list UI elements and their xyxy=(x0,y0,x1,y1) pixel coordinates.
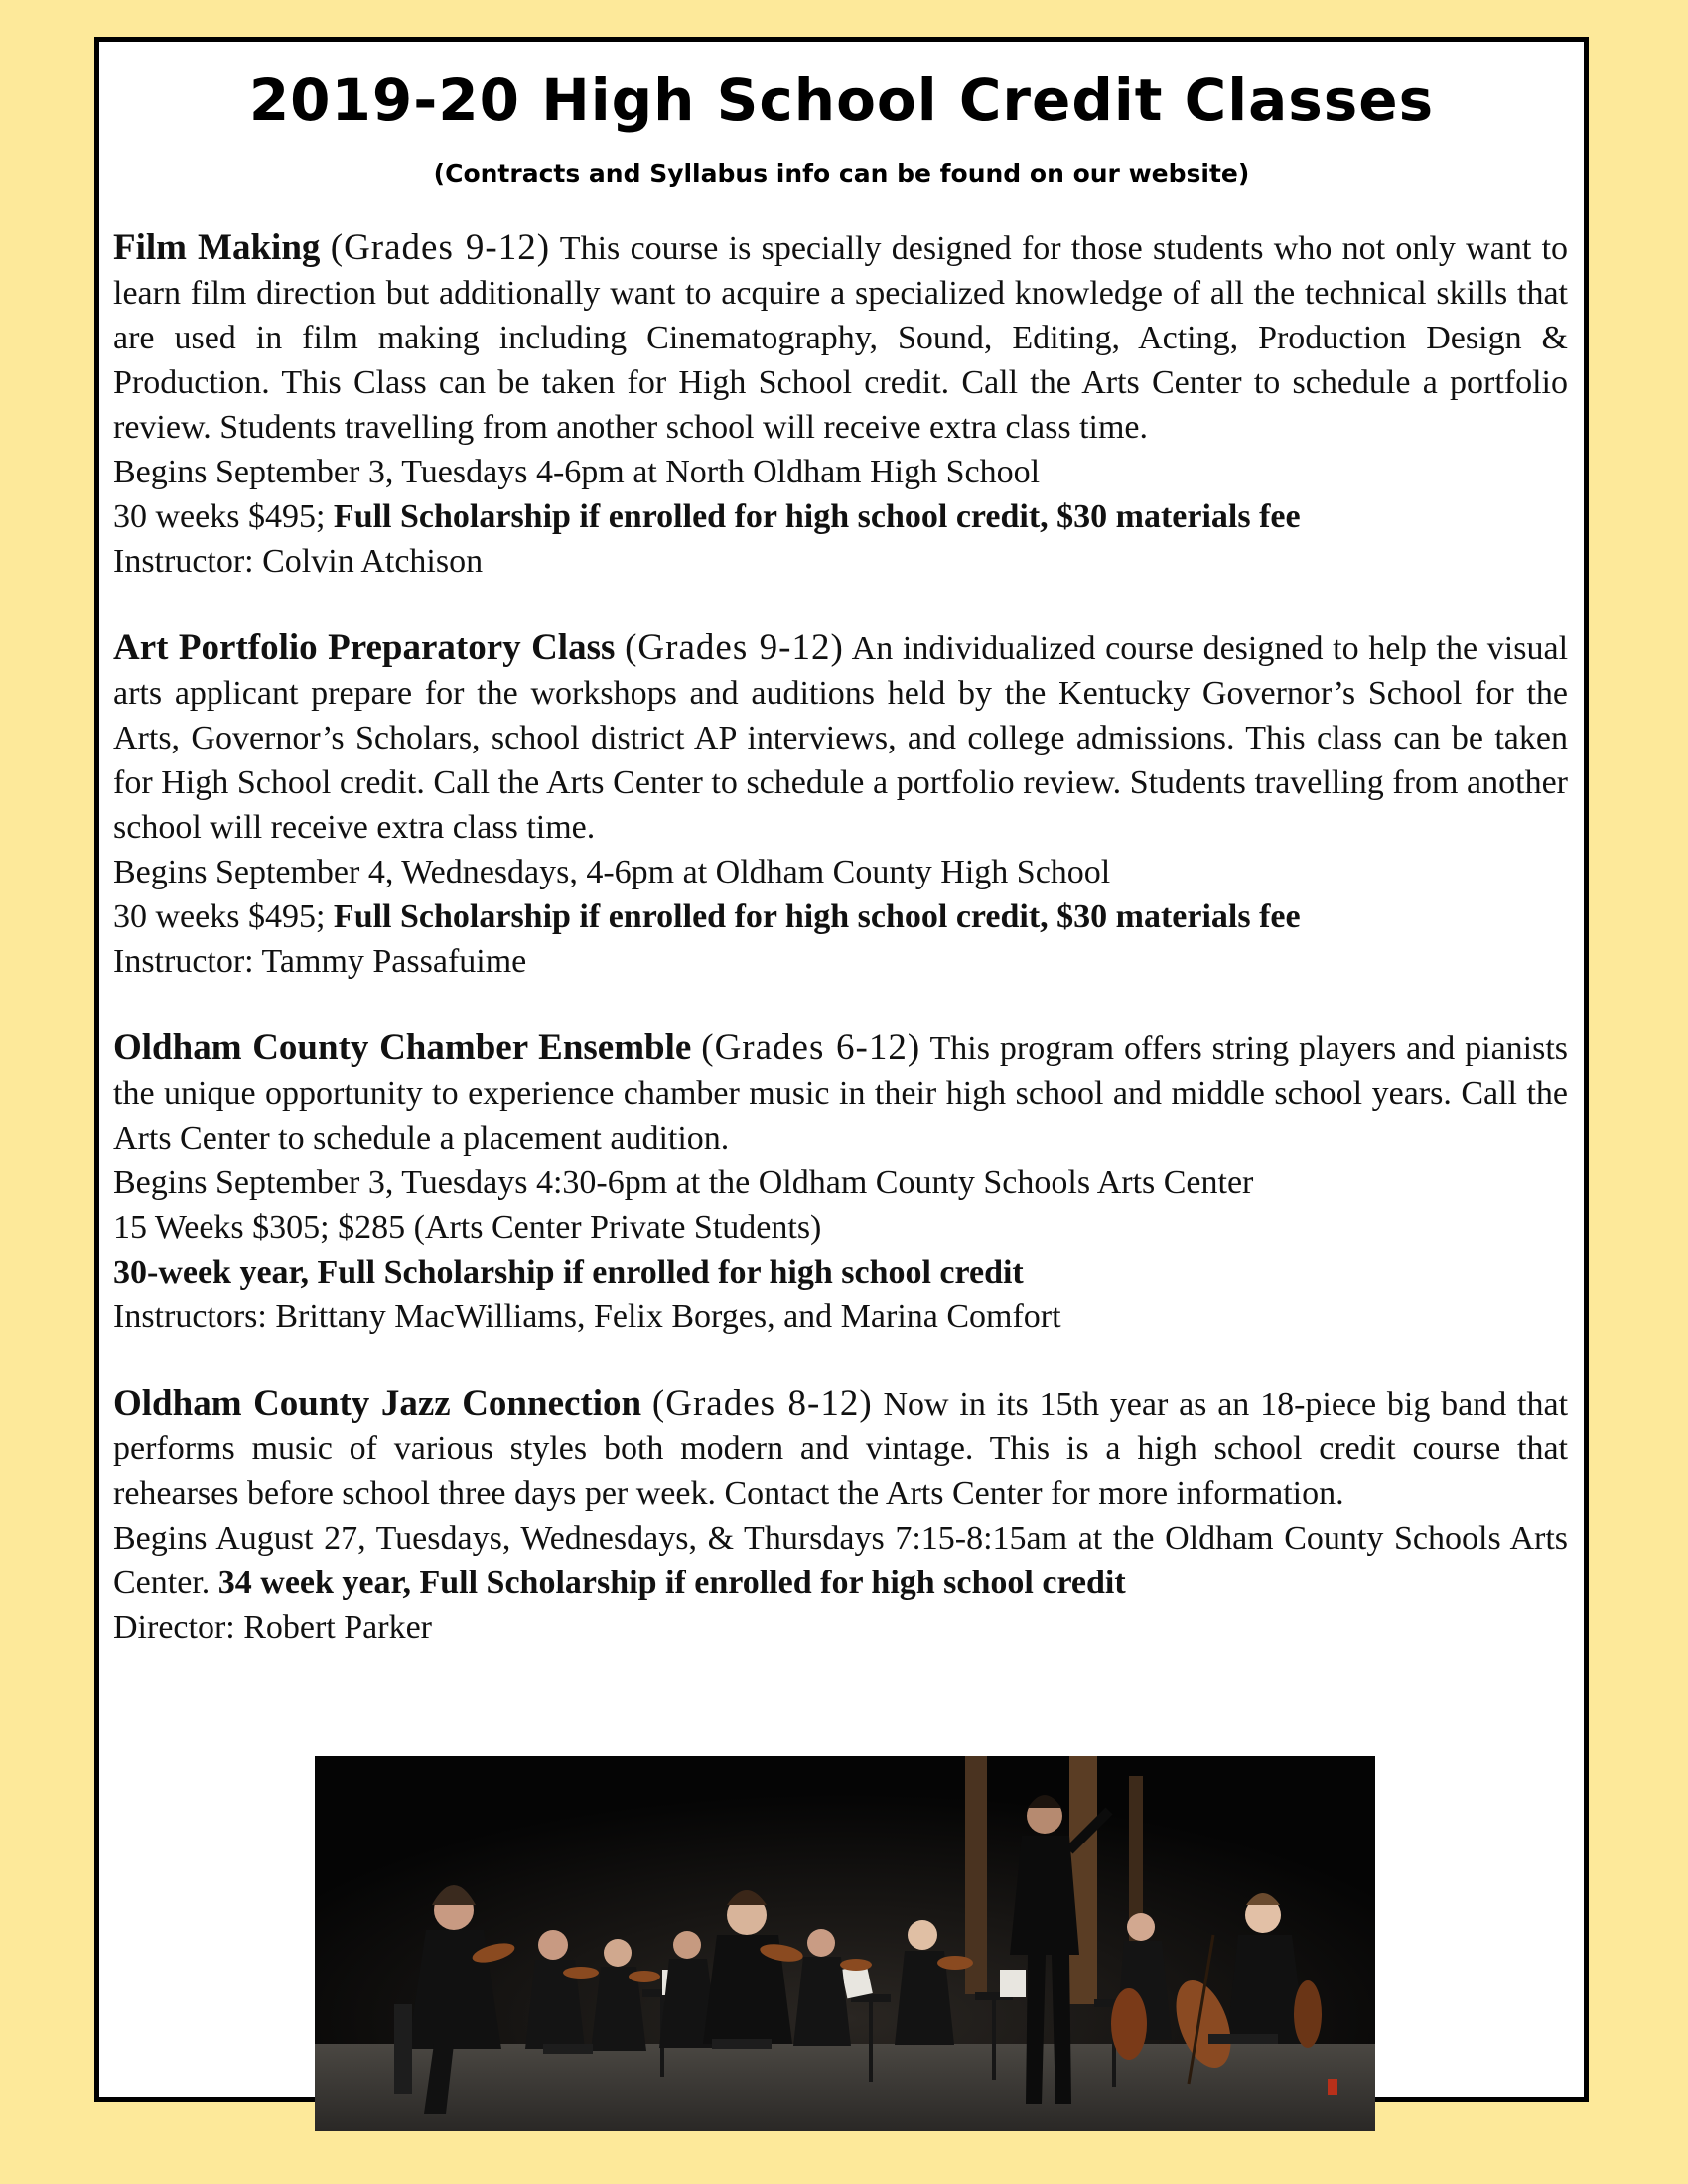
course-grades: (Grades 9-12) xyxy=(625,627,844,668)
course-intro xyxy=(113,1025,1568,1160)
course-intro xyxy=(113,625,1568,850)
course-jazz-connection xyxy=(113,1381,1568,1650)
course-intro xyxy=(113,225,1568,450)
document-frame xyxy=(94,37,1589,2102)
course-chamber-ensemble xyxy=(113,1025,1568,1339)
course-description: This program offers string players and pianists the unique opportunity to experience chamber music in their high school and middle school years. Call the Arts Center to schedule a placement audition. xyxy=(113,1030,1569,1157)
course-instructor: Instructor: Tammy Passafuime xyxy=(113,943,527,980)
stage-column xyxy=(1069,1756,1097,2004)
course-scholarship: Full Scholarship if enrolled for high school credit, $30 materials fee xyxy=(333,498,1301,535)
course-art-portfolio xyxy=(113,625,1568,984)
course-name: Oldham County Chamber Ensemble xyxy=(113,1027,692,1068)
course-instructor: Director: Robert Parker xyxy=(113,1609,432,1646)
course-description: An individualized course designed to help the visual arts applicant prepare for the workshops and auditions held by the Kentucky Governor’s School for the Arts, Governor’s Scholars, school district AP interviews, and college admissions. This class can be taken for High School credit. Call the Arts Center to schedule a portfolio review. Students travelling from another school will receive extra class time. xyxy=(113,630,1569,846)
course-grades: (Grades 9-12) xyxy=(330,227,551,268)
course-price-line xyxy=(113,494,1568,539)
course-schedule: Begins September 4, Wednesdays, 4-6pm at Oldham County High School xyxy=(113,854,1111,890)
course-price-line xyxy=(113,894,1568,939)
course-grades: (Grades 6-12) xyxy=(701,1027,921,1068)
course-description: Now in its 15th year as an 18-piece big band that performs music of various styles both modern and vintage. This is a high school credit course that rehearses before school three days per week. Contact the Arts Center for more information. xyxy=(113,1386,1569,1512)
course-grades: (Grades 8-12) xyxy=(651,1383,873,1424)
course-name: Film Making xyxy=(113,227,321,268)
course-schedule: Begins August 27, Tuesdays, Wednesdays, & Thursdays 7:15-8:15am at the Oldham County Schools Arts Center. xyxy=(113,1520,1568,1601)
page-title: 2019-20 High School Credit Classes xyxy=(248,67,1435,134)
page-subtitle: (Contracts and Syllabus info can be found on our website) xyxy=(433,159,1250,188)
cup xyxy=(1328,2079,1337,2095)
course-description: This course is specially designed for those students who not only want to learn film direction but additionally want to acquire a specialized knowledge of all the technical skills that are used in film making including Cinematography, Sound, Editing, Acting, Production Design & Production. This Class can be taken for High School credit. Call the Arts Center to schedule a portfolio review. Students travelling from another school will receive extra class time. xyxy=(113,230,1569,446)
orchestra-photo xyxy=(315,1756,1375,2131)
course-instructor: Instructor: Colvin Atchison xyxy=(113,543,484,580)
course-price: 15 Weeks $305; $285 (Arts Center Private Students) xyxy=(113,1209,822,1246)
course-scholarship: 34 week year, Full Scholarship if enrolled for high school credit xyxy=(217,1565,1126,1601)
course-instructor: Instructors: Brittany MacWilliams, Felix Borges, and Marina Comfort xyxy=(113,1298,1061,1335)
course-price: 30 weeks $495; xyxy=(113,498,326,535)
course-price: 30 weeks $495; xyxy=(113,898,326,935)
course-intro xyxy=(113,1381,1568,1516)
course-schedule-line xyxy=(113,1516,1568,1605)
course-list xyxy=(113,225,1568,1692)
course-name: Art Portfolio Preparatory Class xyxy=(113,627,616,668)
course-schedule: Begins September 3, Tuesdays 4:30-6pm at the Oldham County Schools Arts Center xyxy=(113,1164,1254,1201)
course-scholarship: 30-week year, Full Scholarship if enrolled for high school credit xyxy=(113,1254,1024,1291)
course-name: Oldham County Jazz Connection xyxy=(113,1383,642,1424)
course-scholarship: Full Scholarship if enrolled for high school credit, $30 materials fee xyxy=(333,898,1301,935)
course-schedule: Begins September 3, Tuesdays 4-6pm at North Oldham High School xyxy=(113,454,1041,490)
course-film-making xyxy=(113,225,1568,584)
